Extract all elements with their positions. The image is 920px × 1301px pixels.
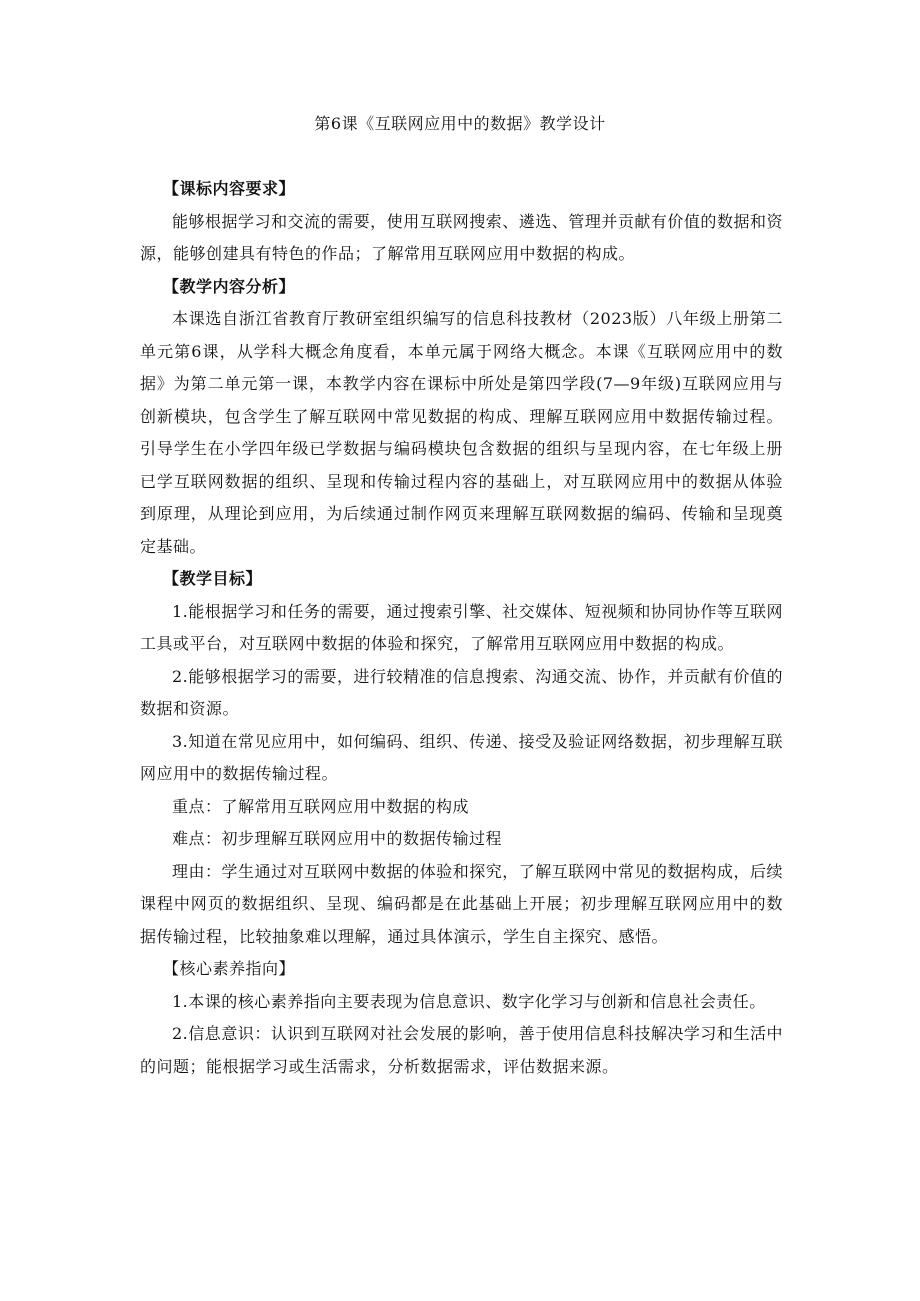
section-heading-objectives: 【教学目标】 bbox=[163, 569, 263, 588]
paragraph: 本课选自浙江省教育厅教研室组织编写的信息科技教材（2023版）八年级上册第二单元第6课，从学科大概念角度看，本单元属于网络大概念。本课《互联网应用中的数据》为第二单元第一课，本教学内容在课标中所处是第四学段(7—9年级)互联网应用与创新模块，包含学生了解互联网中常见数据的构成、理解互联网应用中数据传输过程。引导学生在小学四年级已学数据与编码模块包含数据的组织与呈现内容，在七年级上册已学互联网数据的组织、呈现和传输过程内容的基础上，对互联网应用中的数据从体验到原理，从理论到应用，为后续通过制作网页来理解互联网数据的编码、传输和呈现奠定基础。 bbox=[140, 309, 783, 556]
difficult-point: 难点：初步理解互联网应用中的数据传输过程 bbox=[172, 829, 503, 848]
rationale: 理由：学生通过对互联网中数据的体验和探究，了解互联网中常见的数据构成，后续课程中网页的数据组织、呈现、编码都是在此基础上开展；初步理解互联网应用中的数据传输过程，比较抽象难以理解，通过具体演示，学生自主探究、感悟。 bbox=[140, 861, 783, 946]
paragraph: 能够根据学习和交流的需要，使用互联网搜索、遴选、管理并贡献有价值的数据和资源，能够创建具有特色的作品；了解常用互联网应用中数据的构成。 bbox=[140, 211, 783, 263]
literacy-item: 2.信息意识：认识到互联网对社会发展的影响，善于使用信息科技解决学习和生活中的问题；能根据学习或生活需求，分析数据需求，评估数据来源。 bbox=[140, 1024, 783, 1076]
section-heading-standard: 【课标内容要求】 bbox=[163, 179, 296, 198]
section-heading-literacy: 【核心素养指向】 bbox=[163, 959, 296, 978]
objective-item: 1.能根据学习和任务的需要，通过搜索引擎、社交媒体、短视频和协同协作等互联网工具或平台，对互联网中数据的体验和探究，了解常用互联网应用中数据的构成。 bbox=[140, 601, 783, 653]
objective-item: 2.能够根据学习的需要，进行较精准的信息搜索、沟通交流、协作，并贡献有价值的数据和资源。 bbox=[140, 666, 783, 718]
literacy-item: 1.本课的核心素养指向主要表现为信息意识、数字化学习与创新和信息社会责任。 bbox=[172, 991, 766, 1011]
document-body bbox=[140, 173, 783, 1083]
document-title: 第6课《互联网应用中的数据》教学设计 bbox=[314, 114, 606, 133]
section-heading-analysis: 【教学内容分析】 bbox=[163, 276, 296, 296]
key-point: 重点：了解常用互联网应用中数据的构成 bbox=[172, 796, 470, 816]
objective-item: 3.知道在常见应用中，如何编码、组织、传递、接受及验证网络数据，初步理解互联网应用中的数据传输过程。 bbox=[140, 731, 783, 783]
